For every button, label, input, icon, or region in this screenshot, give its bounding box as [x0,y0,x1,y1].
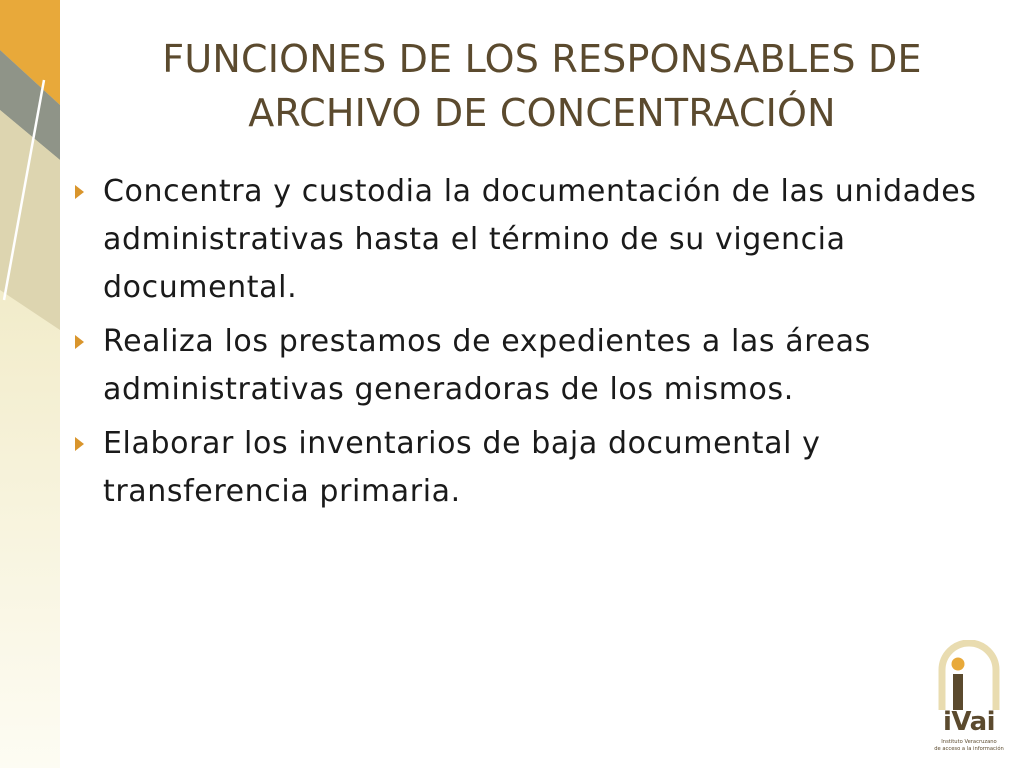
logo-subtitle-line-1: Instituto Veracruzano [941,739,997,745]
bullet-arrow-icon [75,185,84,199]
corner-decoration [0,0,60,330]
logo-subtitle-line-2: de acceso a la información [934,745,1004,752]
title-line-1: FUNCIONES DE LOS RESPONSABLES DE [162,37,922,81]
logo-wordmark: iVai [942,707,996,737]
logo-subtitle [934,739,1004,752]
bullet-text: Elaborar los inventarios de baja documental y transferencia primaria. [103,426,821,509]
bullet-item [74,168,994,312]
title-line-2: ARCHIVO DE CONCENTRACIÓN [248,91,836,135]
ivai-logo [934,640,1004,758]
bullet-list [74,168,994,522]
bullet-text: Realiza los prestamos de expedientes a las áreas administrativas generadoras de los mismos. [103,324,871,407]
slide-title [60,32,1024,140]
bullet-item [74,318,994,414]
logo-emblem-icon [934,640,1004,710]
bullet-item [74,420,994,516]
bullet-text: Concentra y custodia la documentación de las unidades administrativas hasta el término de su vigencia documental. [103,174,977,305]
bullet-arrow-icon [75,335,84,349]
bullet-arrow-icon [75,437,84,451]
